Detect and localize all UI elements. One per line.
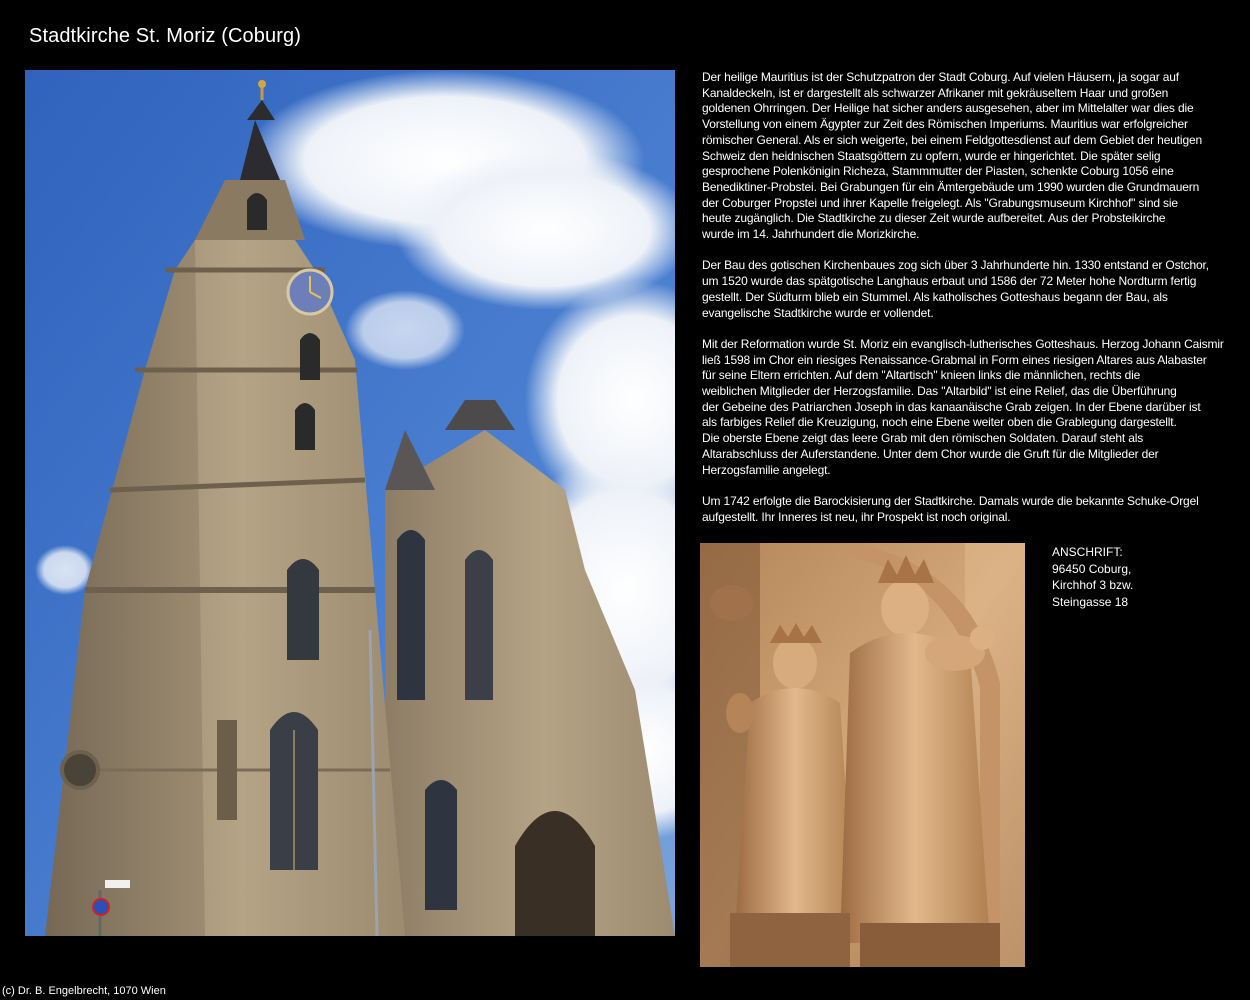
paragraph-2: Der Bau des gotischen Kirchenbaues zog sich über 3 Jahrhunderte hin. 1330 entstand er Ostchor, um 1520 wurde das spätgotische Langhaus erbaut und 1586 der 72 Meter hohe Nordturm fertig gestellt. Der Südturm blieb ein Stummel. Als katholisches Gotteshaus begann der Bau, als evangelische Stadtkirche wurde er vollendet. <box>702 258 1209 320</box>
address-heading: ANSCHRIFT: <box>1052 545 1123 559</box>
paragraph-1: Der heilige Mauritius ist der Schutzpatron der Stadt Coburg. Auf vielen Häusern, ja sogar auf Kanaldeckeln, ist er dargestellt als schwarzer Afrikaner mit gekräuseltem Haar und großen goldenen Ohrringen. Der Heilige hat sicher anders ausgesehen, aber im Mittelalter war dies die Vorstellung von einem Ägypter zur Zeit des Römischen Imperiums. Mauritius war erfolgreicher römischer General. Als er sich weigerte, bei einem Feldgottesdienst auf dem Gebiet der heutigen Schweiz den heidnischen Staatsgöttern zu opfern, wurde er hingerichtet. Die später selig gesprochene Polenkönigin Richeza, Stammmutter der Piasten, schenkte Coburg 1056 eine Benediktiner-Probstei. Bei Grabungen für ein Ämtergebäude um 1990 wurden die Grundmauern der Coburger Propstei und ihrer Kapelle freigelegt. Als "Grabungsmuseum Kirchhof" sind sie heute zugänglich. Die Stadtkirche zu dieser Zeit wurde aufbereitet. Aus der Probsteikirche wurde im 14. Jahrhundert die Morizkirche. <box>702 70 1203 242</box>
article-body <box>702 70 1232 541</box>
church-photo <box>25 70 675 936</box>
paragraph-4: Um 1742 erfolgte die Barockisierung der Stadtkirche. Damals wurde die bekannte Schuke-Orgel aufgestellt. Ihr Inneres ist neu, ihr Prospekt ist noch original. <box>702 493 1199 524</box>
paragraph-3: Mit der Reformation wurde St. Moriz ein evanglisch-lutherisches Gotteshaus. Herzog Johann Caismir ließ 1598 im Chor ein riesiges Renaissance-Grabmal in Form eines riesigen Altares aus Alabaster für seine Eltern errichten. Auf dem "Altartisch" knieen links die männlichen, rechts die weiblichen Mitglieder der Herzogsfamilie. Das "Altarbild" ist eine Relief, das die Überführung der Gebeine des Patriarchen Joseph in das kanaanäische Grab zeigen. In der Ebene darüber ist als farbiges Relief die Kreuzigung, noch eine Ebene weiter oben die Grablegung dargestellt. Die oberste Ebene zeigt das leere Grab mit den römischen Soldaten. Darauf steht als Altarabschluss der Auferstandene. Unter dem Chor wurde die Gruft für die Mitglieder der Herzogsfamilie angelegt. <box>702 336 1224 477</box>
statue-photo <box>700 543 1025 967</box>
address-line: Kirchhof 3 bzw. <box>1052 578 1134 592</box>
address-line: 96450 Coburg, <box>1052 561 1132 576</box>
address-block <box>1052 544 1133 610</box>
copyright-notice: (c) Dr. B. Engelbrecht, 1070 Wien <box>2 985 166 997</box>
page-title: Stadtkirche St. Moriz (Coburg) <box>29 25 301 47</box>
address-line: Steingasse 18 <box>1052 594 1129 609</box>
